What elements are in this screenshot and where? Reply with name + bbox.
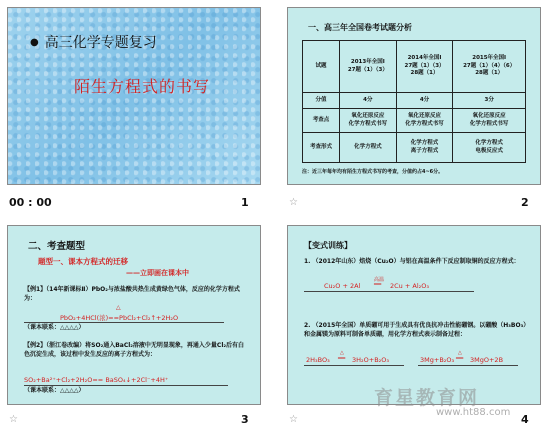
- table-cell: 化学方程式 离子方程式: [396, 133, 453, 163]
- question-2-equation-1-right: 3H₂O+B₂O₃: [352, 356, 389, 364]
- equals-sign: ══: [338, 355, 346, 362]
- table-cell: 化学方程式: [340, 133, 397, 163]
- watermark-url: www.ht88.com: [436, 407, 511, 418]
- slide-3-section: 二、考查题型: [28, 241, 86, 252]
- slide-4-header: 【变式训练】: [304, 241, 352, 250]
- table-cell: 3分: [453, 93, 526, 109]
- slide-4-number: 4: [521, 413, 529, 426]
- question-1-equation-left: Cu₂O + 2Al: [324, 282, 361, 290]
- table-cell: 4分: [340, 93, 397, 109]
- star-icon: ☆: [289, 197, 298, 208]
- star-icon: ☆: [9, 414, 18, 425]
- example-1-condition: △: [116, 304, 121, 311]
- exam-table: [302, 40, 526, 163]
- answer-line: [304, 365, 404, 366]
- slide-1-number: 1: [241, 196, 249, 209]
- table-row: [303, 133, 526, 163]
- table-cell: 考查点: [303, 109, 340, 133]
- example-1-text: 【例1】（14年新课标Ⅱ）PbO₂与浓盐酸共热生成黄绿色气体，反应的化学方程式为：: [24, 286, 240, 302]
- table-row: [303, 109, 526, 133]
- question-2-equation-2-right: 3MgO+2B: [470, 356, 504, 364]
- slide-2-number: 2: [521, 196, 529, 209]
- slide-1-footer-time: 00 : 00: [9, 196, 52, 209]
- watermark-brand: 育星教育网: [374, 387, 480, 409]
- table-cell: 氧化还原反应 化学方程式书写: [340, 109, 397, 133]
- table-cell: 4分: [396, 93, 453, 109]
- example-1-source: （课本联系：△△△△）: [24, 324, 85, 331]
- question-2-equation-2-left: 3Mg+B₂O₃: [420, 356, 455, 364]
- example-2-source: （课本联系：△△△△）: [24, 387, 85, 394]
- table-cell: 2014年全国Ⅰ 27题（1）（3） 28题（1）: [396, 41, 453, 93]
- table-cell: 氧化还原反应 化学方程式书写: [453, 109, 526, 133]
- answer-line: [304, 291, 474, 292]
- table-row: [303, 93, 526, 109]
- equals-sign: ══: [456, 355, 464, 362]
- table-cell: 2015年全国Ⅰ 27题（1）（4）（6） 28题（1）: [453, 41, 526, 93]
- table-cell: 分值: [303, 93, 340, 109]
- table-cell: 2013年全国Ⅰ 27题（1）（3）: [340, 41, 397, 93]
- slide-3-number: 3: [241, 413, 249, 426]
- star-icon: ☆: [289, 414, 298, 425]
- table-row: [303, 41, 526, 93]
- question-2-condition-1: △: [340, 350, 344, 356]
- slide-1-title: ● 高三化学专题复习: [30, 35, 157, 51]
- equals-sign: ══: [374, 281, 382, 288]
- example-1-equation: PbO₂+4HCl(浓)==PbCl₂+Cl₂↑+2H₂O: [60, 314, 179, 322]
- question-1-equation-right: 2Cu + Al₂O₃: [390, 282, 429, 290]
- table-cell: 试题: [303, 41, 340, 93]
- question-1-condition: 高温: [374, 277, 385, 283]
- answer-line: [24, 322, 224, 323]
- slide-3-type-line: 题型一、课本方程式的迁移: [38, 257, 128, 266]
- answer-line: [418, 365, 518, 366]
- slide-1-subtitle: 陌生方程式的书写: [74, 77, 211, 96]
- table-cell: 化学方程式 电极反应式: [453, 133, 526, 163]
- table-cell: 考查形式: [303, 133, 340, 163]
- slide-2-note: 注：近三年每年均有陌生方程式书写的考查，分值约占4~6分。: [302, 169, 444, 175]
- slide-2[interactable]: [287, 7, 541, 185]
- example-2-text: 【例2】（浙江卷改编）将SO₂通入BaCl₂溶液中无明显现象，再通入少量Cl₂后有白色沉淀生成，该过程中发生反应的离子方程式为：: [24, 342, 245, 358]
- slide-2-header: 一、高三年全国卷考试题分析: [308, 23, 412, 32]
- question-1-text: 1. （2012年山东）焙烧（Cu₂O）与铝在高温条件下反应制取铜的反应方程式：: [304, 258, 520, 265]
- slide-4[interactable]: [287, 225, 541, 405]
- question-2-equation-1-left: 2H₃BO₃: [306, 356, 330, 364]
- question-2-text: 2. （2015年全国）单质硼可用于生成具有优良抗冲击性能硼钢。以硼酸（H₃BO₃）和金属镁为原料可制备单质硼，用化学方程式表示制备过程：: [304, 322, 530, 338]
- table-cell: 氧化还原反应 化学方程式书写: [396, 109, 453, 133]
- slide-1[interactable]: [7, 7, 261, 185]
- slide-3-type-sub: ——立即画在课本中: [126, 269, 189, 277]
- example-2-equation: SO₂+Ba²⁺+Cl₂+2H₂O== BaSO₄↓+2Cl⁻+4H⁺: [24, 376, 169, 384]
- bullet-icon: ●: [30, 37, 39, 48]
- slide-3[interactable]: [7, 225, 261, 405]
- question-2-condition-2: △: [458, 350, 462, 356]
- answer-line: [24, 385, 228, 386]
